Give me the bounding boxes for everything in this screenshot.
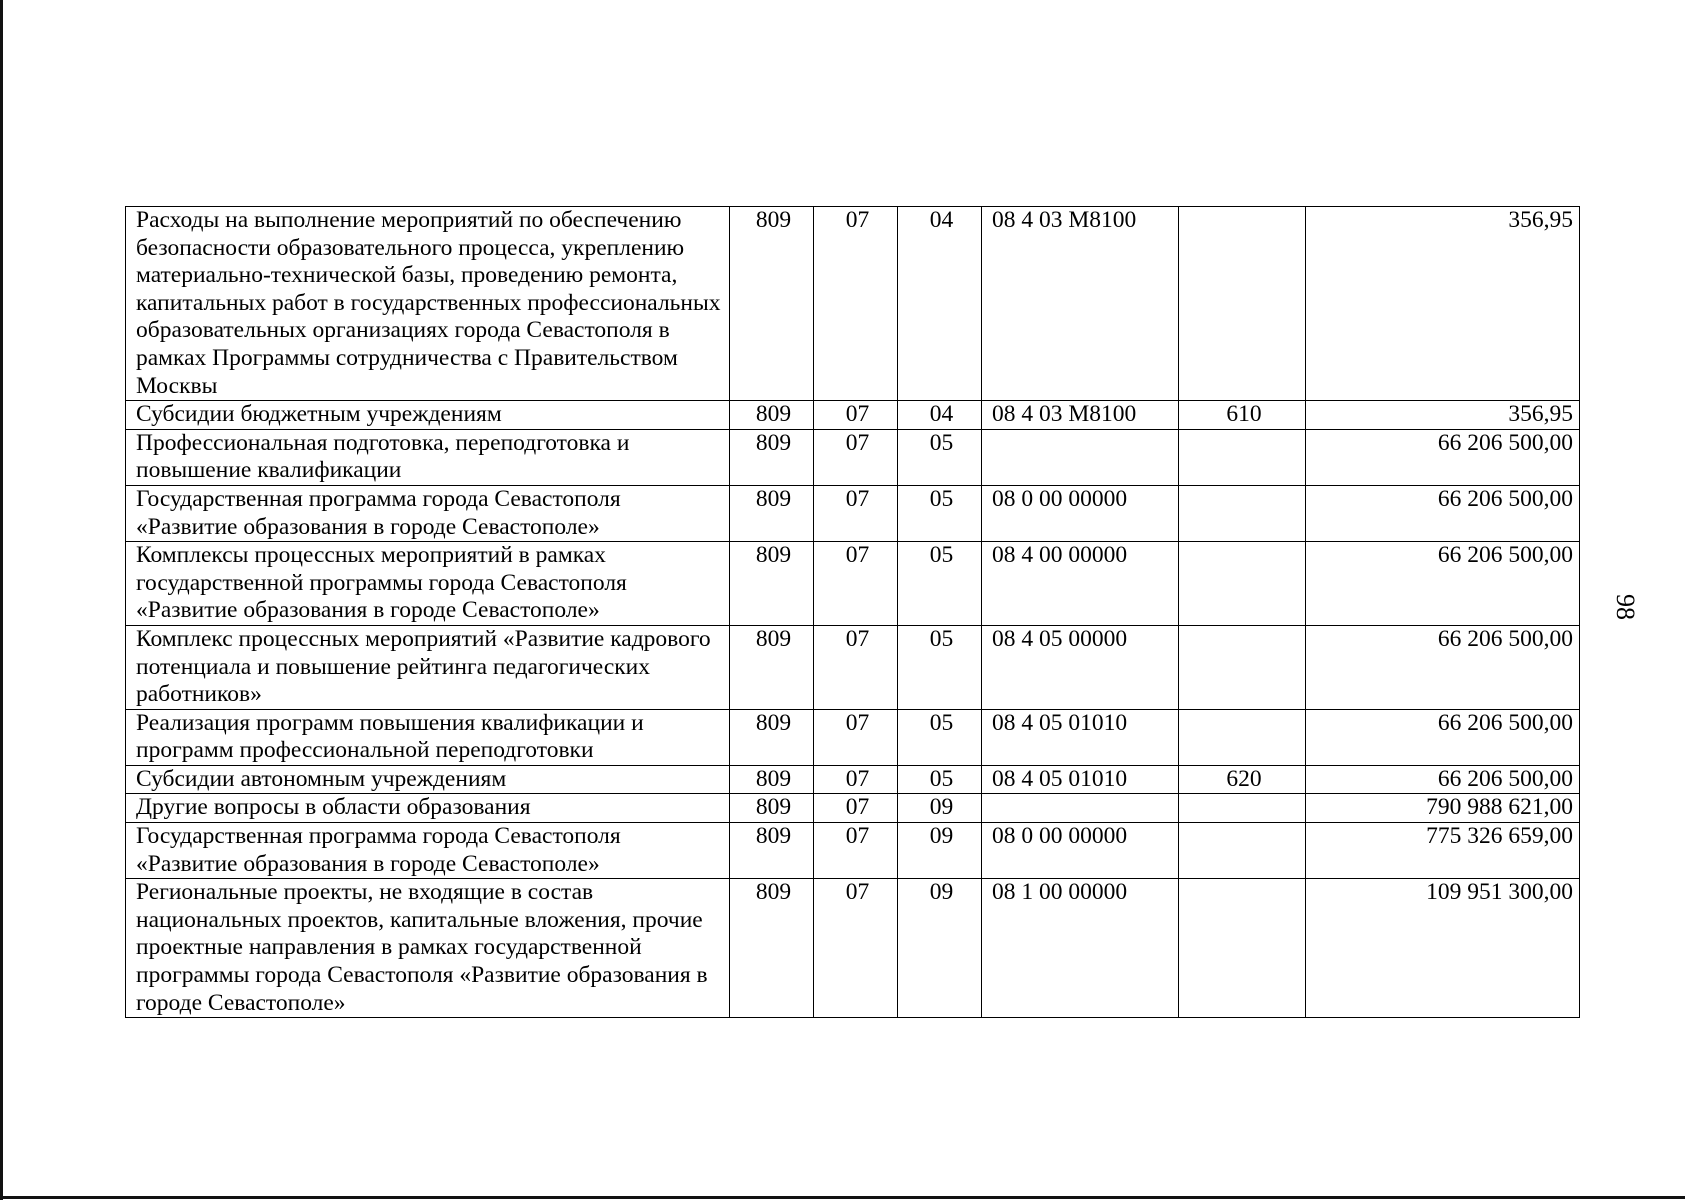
row-rz-cell	[814, 485, 898, 541]
row-amount-cell	[1306, 823, 1580, 879]
row-vr-cell	[1179, 542, 1306, 626]
row-name-text: Профессиональная подготовка, переподготовка и повышение квалификации	[136, 429, 630, 484]
row-pr-cell	[898, 823, 982, 879]
row-vr-cell	[1179, 485, 1306, 541]
table-row	[126, 765, 1580, 794]
row-amount-text: 775 326 659,00	[1426, 823, 1573, 850]
row-pr-cell	[898, 765, 982, 794]
row-rz-text: 07	[845, 879, 870, 906]
row-name-cell	[126, 765, 730, 794]
row-pr-cell	[898, 709, 982, 765]
row-vr-cell	[1179, 794, 1306, 823]
row-pr-text: 04	[929, 207, 954, 233]
row-csr-cell	[982, 542, 1179, 626]
row-csr-cell	[982, 794, 1179, 823]
row-ved-text: 809	[755, 879, 792, 906]
row-amount-cell	[1306, 401, 1580, 430]
row-amount-cell	[1306, 879, 1580, 1018]
row-name-text: Субсидии бюджетным учреждениям	[136, 401, 502, 428]
row-amount-text: 356,95	[1508, 207, 1573, 233]
row-ved-cell	[730, 823, 814, 879]
row-csr-text: 08 1 00 00000	[992, 879, 1128, 906]
row-pr-cell	[898, 879, 982, 1018]
row-name-cell	[126, 794, 730, 823]
row-name-text: Субсидии автономным учреждениям	[136, 765, 507, 792]
scan-edge-bottom	[0, 1196, 1685, 1199]
row-csr-text: 08 4 03 M8100	[992, 207, 1137, 233]
row-csr-cell	[982, 485, 1179, 541]
row-rz-text: 07	[845, 401, 870, 428]
row-csr-text: 08 0 00 00000	[992, 823, 1128, 850]
row-rz-text: 07	[845, 429, 870, 456]
row-rz-text: 07	[845, 709, 870, 736]
row-rz-cell	[814, 709, 898, 765]
row-amount-text: 356,95	[1508, 401, 1573, 428]
row-pr-text: 05	[929, 429, 954, 456]
row-pr-cell	[898, 794, 982, 823]
row-vr-cell	[1179, 879, 1306, 1018]
row-ved-cell	[730, 794, 814, 823]
row-ved-cell	[730, 879, 814, 1018]
row-amount-cell	[1306, 429, 1580, 485]
budget-table-body	[126, 207, 1580, 1018]
row-vr-cell	[1179, 625, 1306, 709]
row-ved-text: 809	[755, 542, 792, 569]
row-amount-cell	[1306, 207, 1580, 401]
row-pr-cell	[898, 542, 982, 626]
row-rz-cell	[814, 625, 898, 709]
row-amount-text: 66 206 500,00	[1437, 429, 1573, 456]
row-name-text: Расходы на выполнение мероприятий по обеспечению безопасности образовательного процесса, укреплению материально-технической базы, проведению ремонта, капитальных работ в государственных профессиональных образовательных организациях города Севастополя в рамках Программы сотрудничества с Правительством Москвы	[136, 207, 721, 399]
row-vr-cell	[1179, 401, 1306, 430]
row-ved-text: 809	[755, 765, 792, 792]
row-csr-cell	[982, 765, 1179, 794]
row-ved-cell	[730, 429, 814, 485]
row-name-cell	[126, 879, 730, 1018]
row-csr-text: 08 4 05 01010	[992, 765, 1128, 792]
row-amount-text: 790 988 621,00	[1426, 794, 1573, 821]
row-name-cell	[126, 485, 730, 541]
row-csr-cell	[982, 401, 1179, 430]
row-name-cell	[126, 542, 730, 626]
row-amount-cell	[1306, 485, 1580, 541]
row-name-text: Комплекс процессных мероприятий «Развитие кадрового потенциала и повышение рейтинга педагогических работников»	[136, 625, 711, 708]
row-name-cell	[126, 625, 730, 709]
row-csr-text: 08 0 00 00000	[992, 485, 1128, 512]
budget-table	[125, 206, 1580, 1018]
row-vr-text: 610	[1226, 401, 1262, 428]
row-csr-cell	[982, 207, 1179, 401]
table-row	[126, 485, 1580, 541]
row-name-cell	[126, 207, 730, 401]
row-pr-text: 09	[929, 823, 954, 850]
row-pr-text: 05	[929, 765, 954, 792]
row-amount-cell	[1306, 625, 1580, 709]
row-name-text: Реализация программ повышения квалификации и программ профессиональной переподготовки	[136, 709, 644, 764]
page-number: 98	[1611, 594, 1640, 620]
row-rz-cell	[814, 823, 898, 879]
table-row	[126, 625, 1580, 709]
row-rz-cell	[814, 401, 898, 430]
row-pr-text: 05	[929, 542, 954, 569]
row-pr-cell	[898, 429, 982, 485]
row-rz-text: 07	[845, 207, 870, 233]
row-name-text: Государственная программа города Севастополя «Развитие образования в городе Севастополе»	[136, 823, 621, 877]
row-ved-cell	[730, 765, 814, 794]
row-ved-text: 809	[755, 625, 792, 652]
row-rz-text: 07	[845, 625, 870, 652]
row-rz-text: 07	[845, 542, 870, 569]
row-vr-cell	[1179, 765, 1306, 794]
row-csr-cell	[982, 823, 1179, 879]
row-csr-text: 08 4 05 01010	[992, 709, 1128, 736]
table-row	[126, 879, 1580, 1018]
row-rz-cell	[814, 207, 898, 401]
row-ved-cell	[730, 709, 814, 765]
row-ved-text: 809	[755, 794, 792, 821]
row-csr-text: 08 4 00 00000	[992, 542, 1128, 569]
row-amount-cell	[1306, 709, 1580, 765]
table-row	[126, 794, 1580, 823]
row-pr-text: 05	[929, 709, 954, 736]
row-name-text: Комплексы процессных мероприятий в рамках государственной программы города Севастополя «Развитие образования в городе Севастополе»	[136, 542, 627, 624]
table-row	[126, 823, 1580, 879]
row-pr-text: 04	[929, 401, 954, 428]
scan-edge-left	[0, 0, 3, 1200]
row-ved-text: 809	[755, 401, 792, 428]
row-csr-cell	[982, 625, 1179, 709]
row-name-cell	[126, 709, 730, 765]
row-pr-text: 05	[929, 625, 954, 652]
row-ved-text: 809	[755, 709, 792, 736]
row-name-cell	[126, 401, 730, 430]
row-csr-cell	[982, 709, 1179, 765]
row-rz-text: 07	[845, 765, 870, 792]
row-name-text: Другие вопросы в области образования	[136, 794, 531, 821]
row-ved-cell	[730, 542, 814, 626]
row-ved-text: 809	[755, 429, 792, 456]
table-row	[126, 429, 1580, 485]
row-name-cell	[126, 429, 730, 485]
row-vr-cell	[1179, 709, 1306, 765]
row-amount-cell	[1306, 542, 1580, 626]
row-amount-text: 66 206 500,00	[1437, 765, 1573, 792]
row-name-text: Региональные проекты, не входящие в состав национальных проектов, капитальные вложения, прочие проектные направления в рамках государственной программы города Севастополя «Развитие образования в городе Севастополе»	[136, 879, 708, 1016]
row-ved-cell	[730, 625, 814, 709]
row-rz-text: 07	[845, 794, 870, 821]
table-row	[126, 709, 1580, 765]
table-row	[126, 207, 1580, 401]
row-amount-text: 66 206 500,00	[1437, 542, 1573, 569]
row-rz-cell	[814, 542, 898, 626]
row-vr-cell	[1179, 823, 1306, 879]
row-amount-text: 66 206 500,00	[1437, 625, 1573, 652]
row-amount-cell	[1306, 765, 1580, 794]
row-csr-text: 08 4 05 00000	[992, 625, 1128, 652]
row-csr-text: 08 4 03 M8100	[992, 401, 1137, 428]
row-rz-cell	[814, 765, 898, 794]
row-csr-cell	[982, 429, 1179, 485]
table-row	[126, 542, 1580, 626]
row-name-text: Государственная программа города Севастополя «Развитие образования в городе Севастополе»	[136, 485, 621, 540]
row-pr-cell	[898, 207, 982, 401]
row-ved-cell	[730, 485, 814, 541]
row-pr-text: 09	[929, 794, 954, 821]
row-vr-cell	[1179, 207, 1306, 401]
row-pr-cell	[898, 485, 982, 541]
row-vr-text: 620	[1226, 765, 1262, 792]
row-amount-text: 66 206 500,00	[1437, 709, 1573, 736]
table-row	[126, 401, 1580, 430]
row-rz-text: 07	[845, 485, 870, 512]
row-ved-text: 809	[755, 485, 792, 512]
row-ved-text: 809	[755, 207, 792, 233]
row-ved-cell	[730, 401, 814, 430]
row-pr-text: 09	[929, 879, 954, 906]
row-pr-text: 05	[929, 485, 954, 512]
row-ved-text: 809	[755, 823, 792, 850]
row-csr-cell	[982, 879, 1179, 1018]
row-rz-cell	[814, 879, 898, 1018]
row-rz-text: 07	[845, 823, 870, 850]
row-amount-text: 66 206 500,00	[1437, 485, 1573, 512]
row-name-cell	[126, 823, 730, 879]
row-vr-cell	[1179, 429, 1306, 485]
row-amount-cell	[1306, 794, 1580, 823]
row-rz-cell	[814, 429, 898, 485]
row-rz-cell	[814, 794, 898, 823]
row-amount-text: 109 951 300,00	[1426, 879, 1573, 906]
row-ved-cell	[730, 207, 814, 401]
row-pr-cell	[898, 401, 982, 430]
row-pr-cell	[898, 625, 982, 709]
